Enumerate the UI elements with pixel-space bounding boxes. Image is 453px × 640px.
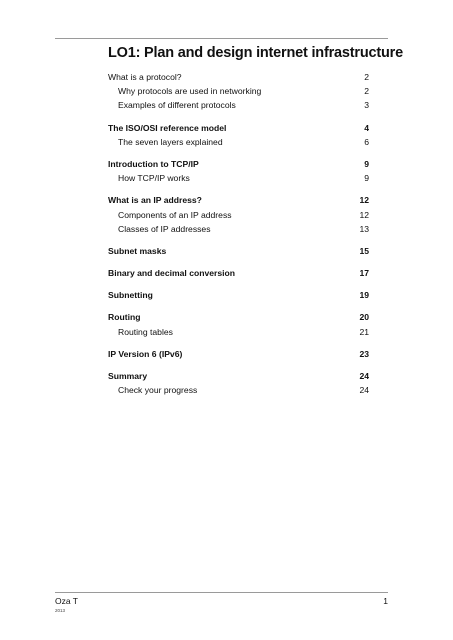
- toc-subentry[interactable]: [108, 208, 369, 222]
- toc-entry[interactable]: [108, 157, 369, 171]
- toc-section: [108, 157, 369, 185]
- toc-subentry[interactable]: [108, 222, 369, 236]
- toc-entry-page: 15: [359, 245, 369, 256]
- toc-entry[interactable]: [108, 266, 369, 280]
- toc-section: [108, 266, 369, 280]
- toc-entry[interactable]: [108, 244, 369, 258]
- page-title: LO1: Plan and design internet infrastructure: [108, 45, 403, 61]
- footer-page-number: 1: [383, 596, 388, 606]
- toc-entry-label: The ISO/OSI reference model: [108, 122, 227, 133]
- toc-entry-label: The seven layers explained: [118, 136, 223, 147]
- toc-entry[interactable]: [108, 193, 369, 207]
- toc-entry-page: 20: [359, 312, 369, 323]
- toc-section: [108, 288, 369, 302]
- toc-subentry[interactable]: [108, 84, 369, 98]
- toc-entry-page: 2: [364, 72, 369, 82]
- toc-subentry[interactable]: [108, 98, 369, 112]
- toc-entry-label: Examples of different protocols: [118, 100, 236, 111]
- toc-entry[interactable]: [108, 288, 369, 302]
- toc-entry-page: 21: [359, 326, 369, 337]
- toc-entry-page: 6: [364, 136, 369, 147]
- toc-section: [108, 369, 369, 397]
- toc-entry-page: 12: [359, 209, 369, 220]
- toc-section: [108, 347, 369, 361]
- footer-rule: [55, 592, 388, 593]
- toc-entry-page: 24: [359, 385, 369, 396]
- toc-entry[interactable]: [108, 310, 369, 324]
- toc-subentry[interactable]: [108, 383, 369, 397]
- toc-entry-page: 12: [359, 195, 369, 206]
- toc-entry-label: Routing: [108, 312, 141, 323]
- toc-entry-page: 23: [359, 348, 369, 359]
- toc-subentry[interactable]: [108, 325, 369, 339]
- toc-entry-label: Introduction to TCP/IP: [108, 158, 199, 169]
- toc-entry-label: What is an IP address?: [108, 195, 202, 206]
- toc-subentry[interactable]: [108, 171, 369, 185]
- toc-entry-label: Summary: [108, 371, 148, 381]
- footer-author: Oza T: [55, 596, 78, 606]
- toc-entry-label: What is a protocol?: [108, 72, 182, 82]
- toc-entry-label: Binary and decimal conversion: [108, 268, 236, 279]
- toc-entry-page: 9: [364, 173, 369, 184]
- footer-year: 2013: [55, 608, 66, 613]
- toc-entry-page: 2: [364, 86, 369, 97]
- toc-subentry[interactable]: [108, 135, 369, 149]
- toc-entry-page: 13: [359, 223, 369, 234]
- toc-entry-page: 17: [359, 268, 369, 279]
- toc-section: [108, 70, 369, 113]
- header-rule: [55, 38, 388, 39]
- toc-entry-label: Why protocols are used in networking: [118, 86, 262, 97]
- toc-entry-label: Subnet masks: [108, 245, 167, 256]
- toc-entry-label: Components of an IP address: [118, 209, 232, 220]
- toc-entry[interactable]: [108, 70, 369, 84]
- toc-entry[interactable]: [108, 347, 369, 361]
- toc-entry-label: Classes of IP addresses: [118, 223, 211, 234]
- toc-entry-page: 4: [364, 122, 369, 133]
- toc-entry-label: How TCP/IP works: [118, 173, 190, 184]
- toc-entry-label: Routing tables: [118, 326, 173, 337]
- toc-entry-page: 9: [364, 158, 369, 169]
- table-of-contents: [108, 70, 369, 405]
- toc-entry-page: 19: [359, 290, 369, 301]
- toc-entry-page: 24: [359, 371, 369, 381]
- toc-section: [108, 121, 369, 149]
- toc-entry-label: Check your progress: [118, 385, 198, 396]
- toc-entry-label: Subnetting: [108, 290, 153, 301]
- toc-section: [108, 193, 369, 236]
- toc-section: [108, 310, 369, 338]
- toc-entry-label: IP Version 6 (IPv6): [108, 348, 183, 359]
- toc-entry[interactable]: [108, 369, 369, 383]
- toc-section: [108, 244, 369, 258]
- toc-entry[interactable]: [108, 121, 369, 135]
- toc-entry-page: 3: [364, 100, 369, 111]
